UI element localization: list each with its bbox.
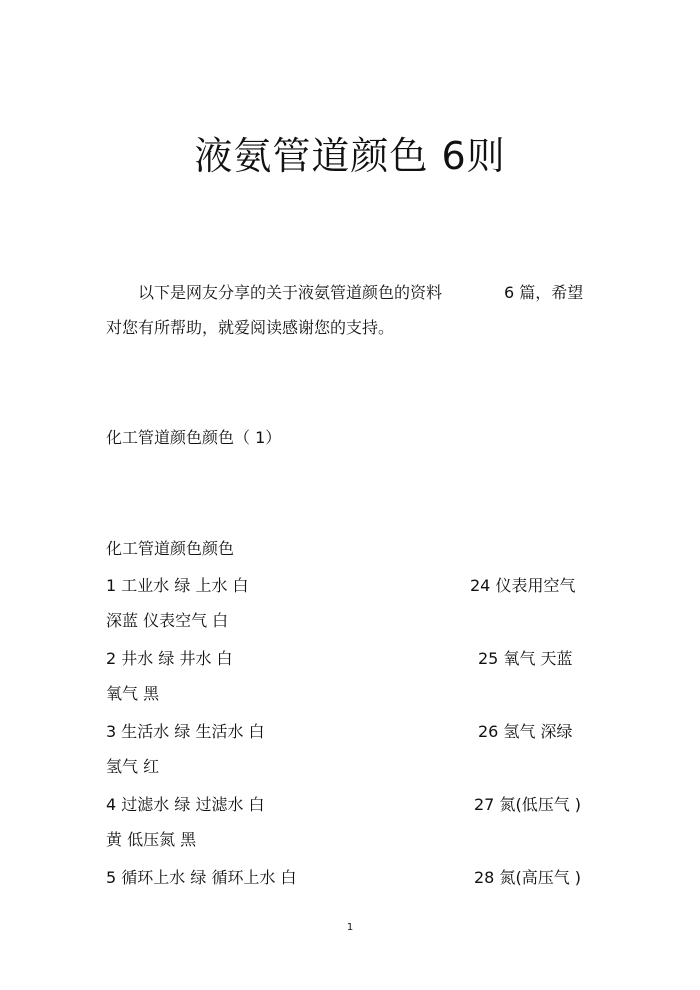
intro-text-continued: 对您有所帮助，就爱阅读感谢您的支持。 xyxy=(106,318,395,337)
list-item-continuation: 氧气 黑 xyxy=(106,684,160,703)
intro-text: 以下是网友分享的关于液氨管道颜色的资料 xyxy=(138,283,443,302)
section-heading: 化工管道颜色颜色（ 1） xyxy=(106,428,282,447)
page-number: 1 xyxy=(346,922,354,933)
list-item xyxy=(106,721,606,743)
document-title: 液氨管道颜色 6则 xyxy=(194,134,506,178)
list-item-left: 4 过滤水 绿 过滤水 白 xyxy=(106,795,265,814)
list-item-left: 2 井水 绿 井水 白 xyxy=(106,649,233,668)
list-item-right: 24 仪表用空气 xyxy=(470,576,576,595)
list-item xyxy=(106,575,606,597)
list-item-left: 5 循环上水 绿 循环上水 白 xyxy=(106,868,297,887)
list-item-continuation: 黄 低压氮 黑 xyxy=(106,830,197,849)
list-item-continuation: 氢气 红 xyxy=(106,757,160,776)
list-item-right: 27 氮(低压气 ) xyxy=(474,795,582,814)
list-item-right: 25 氧气 天蓝 xyxy=(478,649,573,668)
intro-line-2 xyxy=(106,317,606,339)
list-item-left: 3 生活水 绿 生活水 白 xyxy=(106,722,265,741)
list-item-right: 26 氢气 深绿 xyxy=(478,722,573,741)
list-item xyxy=(106,794,606,816)
subheading: 化工管道颜色颜色 xyxy=(106,539,235,558)
list-item-right: 28 氮(高压气 ) xyxy=(474,868,582,887)
intro-count: 6 篇，希望 xyxy=(504,283,584,302)
list-item xyxy=(106,867,606,889)
list-item-continuation: 深蓝 仪表空气 白 xyxy=(106,611,229,630)
list-item xyxy=(106,648,606,670)
list-item-left: 1 工业水 绿 上水 白 xyxy=(106,576,249,595)
